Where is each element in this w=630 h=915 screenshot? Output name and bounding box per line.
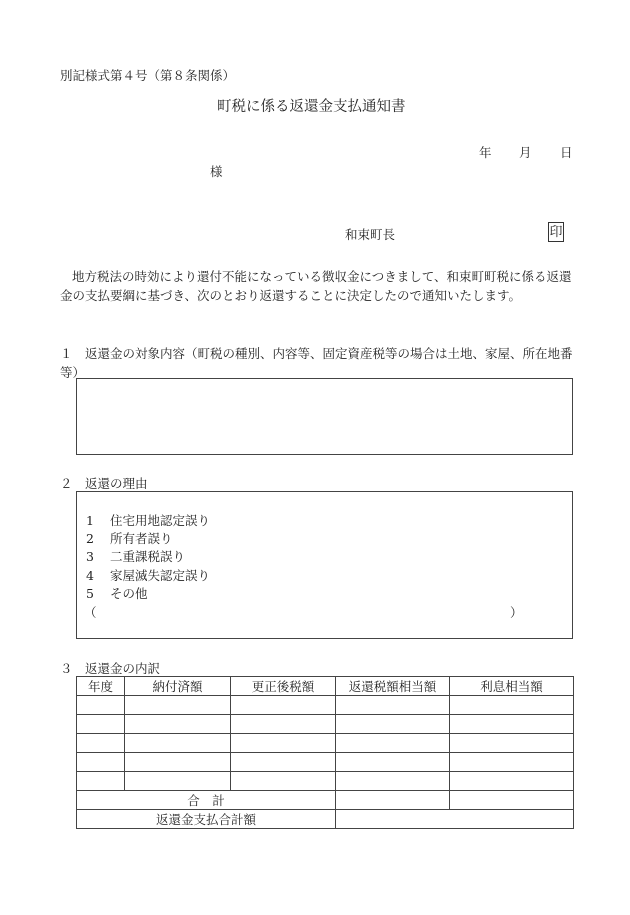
notice-body: 地方税法の時効により還付不能になっている徴収金につきまして、和束町町税に係る返還金の支払要綱に基づき、次のとおり返還することに決定したので通知いたします。 (60, 269, 572, 303)
date-day: 日 (560, 145, 573, 160)
table-cell[interactable] (77, 715, 125, 734)
table-cell[interactable] (336, 734, 450, 753)
form-label: 別記様式第４号（第８条関係） (60, 68, 236, 83)
total-label: 合 計 (77, 791, 336, 810)
reason-item[interactable] (86, 566, 210, 585)
table-cell[interactable] (125, 715, 231, 734)
table-cell[interactable] (450, 734, 574, 753)
breakdown-table (76, 676, 574, 829)
date-year: 年 (479, 145, 492, 160)
table-row (77, 696, 574, 715)
grand-total-cell[interactable] (336, 810, 574, 829)
seal-mark: 印 (548, 222, 564, 242)
section1-content-box[interactable] (76, 378, 573, 455)
table-cell[interactable] (336, 753, 450, 772)
reason-item[interactable] (86, 511, 210, 530)
column-header-year: 年度 (77, 677, 125, 696)
other-reason-paren-open: （ (84, 605, 97, 620)
table-cell[interactable] (125, 734, 231, 753)
table-row (77, 772, 574, 791)
reason-number: 1 (86, 513, 94, 528)
table-cell[interactable] (336, 772, 450, 791)
column-header-interest: 利息相当額 (450, 677, 574, 696)
table-cell[interactable] (231, 772, 336, 791)
reason-label: 所有者誤り (110, 531, 173, 546)
grand-total-row (77, 810, 574, 829)
reason-item[interactable] (86, 547, 185, 566)
table-cell[interactable] (231, 715, 336, 734)
addressee-suffix: 様 (210, 164, 223, 179)
table-cell[interactable] (231, 696, 336, 715)
date-month: 月 (519, 145, 532, 160)
table-cell[interactable] (125, 772, 231, 791)
table-cell[interactable] (125, 696, 231, 715)
table-row (77, 734, 574, 753)
table-cell[interactable] (77, 753, 125, 772)
reason-label: 二重課税誤り (110, 549, 186, 564)
total-row (77, 791, 574, 810)
table-cell[interactable] (77, 734, 125, 753)
table-cell[interactable] (77, 696, 125, 715)
other-reason-input[interactable] (104, 603, 510, 621)
table-row (77, 715, 574, 734)
reason-number: 3 (86, 549, 94, 564)
reason-label: 家屋滅失認定誤り (110, 568, 211, 583)
column-header-corrected-tax: 更正後税額 (231, 677, 336, 696)
table-cell[interactable] (336, 715, 450, 734)
section3-heading: ３ 返還金の内訳 (60, 661, 161, 676)
table-cell[interactable] (336, 696, 450, 715)
table-cell[interactable] (77, 772, 125, 791)
total-interest-cell[interactable] (450, 791, 574, 810)
table-cell[interactable] (231, 734, 336, 753)
table-cell[interactable] (450, 772, 574, 791)
section2-heading: ２ 返還の理由 (60, 476, 148, 491)
table-cell[interactable] (450, 753, 574, 772)
column-header-paid: 納付済額 (125, 677, 231, 696)
issuer-name: 和束町長 (345, 227, 396, 242)
section1-heading: １ 返還金の対象内容（町税の種別、内容等、固定資産税等の場合は土地、家屋、所在地番等） (60, 346, 573, 380)
reason-number: 5 (86, 586, 94, 601)
reason-item[interactable] (86, 584, 148, 603)
page-title: 町税に係る返還金支払通知書 (217, 99, 406, 115)
reason-label: 住宅用地認定誤り (110, 513, 211, 528)
table-cell[interactable] (231, 753, 336, 772)
column-header-refund-tax: 返還税額相当額 (336, 677, 450, 696)
reason-number: 2 (86, 531, 94, 546)
table-cell[interactable] (450, 715, 574, 734)
other-reason-paren-close: ） (510, 605, 523, 620)
table-cell[interactable] (450, 696, 574, 715)
reason-label: その他 (110, 586, 148, 601)
reason-number: 4 (86, 568, 94, 583)
total-refund-tax-cell[interactable] (336, 791, 450, 810)
reason-item[interactable] (86, 529, 173, 548)
table-row (77, 753, 574, 772)
grand-total-label: 返還金支払合計額 (77, 810, 336, 829)
table-cell[interactable] (125, 753, 231, 772)
table-header-row (77, 677, 574, 696)
